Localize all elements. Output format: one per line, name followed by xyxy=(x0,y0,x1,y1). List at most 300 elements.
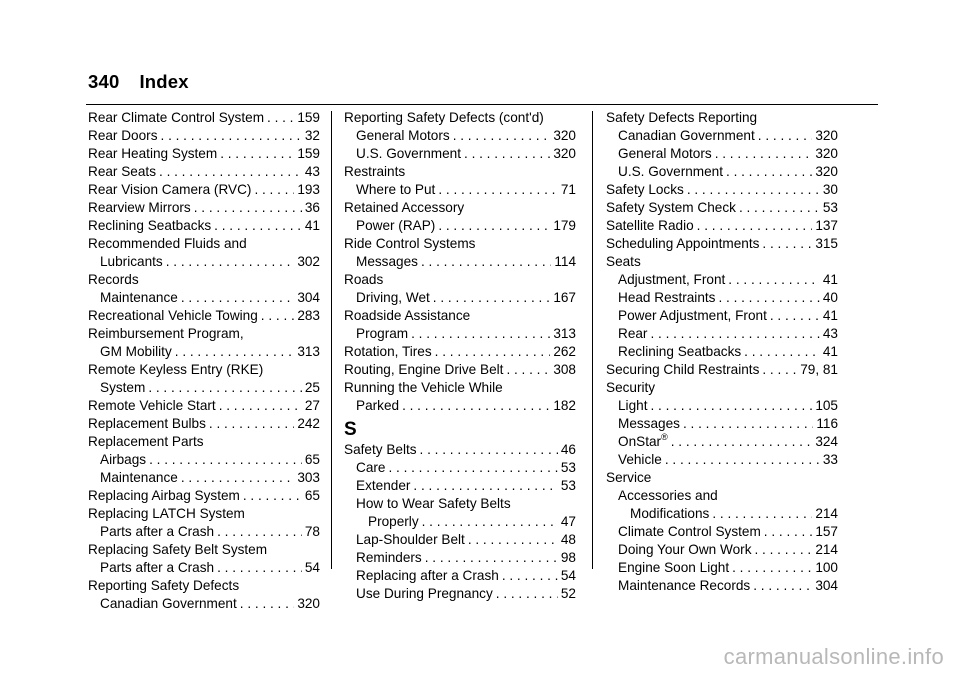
index-entry xyxy=(606,307,838,325)
index-entry xyxy=(606,163,838,181)
index-page-ref: 71 xyxy=(560,182,576,197)
index-heading: Security xyxy=(606,380,656,395)
index-page-ref: 65 xyxy=(304,488,320,503)
index-page-ref: 283 xyxy=(297,308,320,323)
dot-leader xyxy=(755,541,813,559)
index-entry-label: Maintenance xyxy=(100,470,178,485)
index-entry xyxy=(88,163,320,181)
index-entry-label: Power (RAP) xyxy=(356,218,436,233)
index-entry-label: Safety System Check xyxy=(606,200,736,215)
index-entry xyxy=(606,343,838,361)
index-entry-text xyxy=(356,549,422,567)
index-page-ref: 320 xyxy=(815,164,838,179)
index-page-ref: 324 xyxy=(815,434,838,449)
index-entry xyxy=(88,469,320,487)
index-entry xyxy=(88,415,320,433)
index-entry-label: Satellite Radio xyxy=(606,218,694,233)
index-heading: Remote Keyless Entry (RKE) xyxy=(88,362,264,377)
index-page-ref: 65 xyxy=(304,452,320,467)
index-entry-text xyxy=(356,145,461,163)
index-page-ref: 52 xyxy=(560,586,576,601)
index-entry-text xyxy=(618,325,647,343)
index-entry-label: Doing Your Own Work xyxy=(618,542,752,557)
page-header xyxy=(88,71,189,93)
index-page-ref: 25 xyxy=(304,380,320,395)
index-entry-text xyxy=(88,163,156,181)
dot-leader xyxy=(148,379,302,397)
dot-leader xyxy=(453,127,551,145)
index-entry-text xyxy=(618,289,715,307)
index-entry-text xyxy=(356,585,493,603)
index-entry-label: Replacing Airbag System xyxy=(88,488,240,503)
index-entry-label: Program xyxy=(356,326,409,341)
dot-leader xyxy=(496,585,558,603)
index-entry xyxy=(606,181,838,199)
index-entry-text xyxy=(368,513,419,531)
index-entry xyxy=(88,217,320,235)
dot-leader xyxy=(715,145,813,163)
dot-leader xyxy=(762,235,812,253)
dot-leader xyxy=(243,487,302,505)
index-entry-text xyxy=(606,217,694,235)
index-entry-label: General Motors xyxy=(618,146,712,161)
index-entry-label: Messages xyxy=(618,416,680,431)
index-entry xyxy=(606,433,838,451)
index-heading: Seats xyxy=(606,254,641,269)
dot-leader xyxy=(421,253,551,271)
index-entry-label: Reminders xyxy=(356,550,422,565)
dot-leader xyxy=(438,217,550,235)
index-entry-label: Securing Child Restraints xyxy=(606,362,760,377)
index-heading: Replacement Parts xyxy=(88,434,204,449)
index-entry xyxy=(88,145,320,163)
dot-leader xyxy=(718,289,819,307)
index-entry xyxy=(88,559,320,577)
index-entry xyxy=(88,379,320,397)
index-page-ref: 159 xyxy=(297,146,320,161)
index-page-ref: 41 xyxy=(822,308,838,323)
index-entry-text xyxy=(88,127,158,145)
index-page-ref: 114 xyxy=(554,254,576,269)
dot-leader xyxy=(161,127,302,145)
index-page-ref: 54 xyxy=(304,560,320,575)
dot-leader xyxy=(433,289,551,307)
index-page-ref: 40 xyxy=(822,290,838,305)
dot-leader xyxy=(468,531,558,549)
index-page-ref: 304 xyxy=(815,578,838,593)
index-entry-label: Parts after a Crash xyxy=(100,524,215,539)
index-heading: Running the Vehicle While xyxy=(344,380,503,395)
dot-leader xyxy=(181,289,294,307)
column-divider xyxy=(592,111,593,569)
index-page-ref: 193 xyxy=(297,182,320,197)
index-heading: Reporting Safety Defects xyxy=(88,578,240,593)
index-page-ref: 313 xyxy=(297,344,320,359)
dot-leader xyxy=(220,145,294,163)
index-page-ref: 320 xyxy=(553,128,576,143)
dot-leader xyxy=(175,343,295,361)
dot-leader xyxy=(217,523,302,541)
index-entry-text xyxy=(344,441,417,459)
index-page-ref: 32 xyxy=(304,128,320,143)
index-entry-text xyxy=(618,145,712,163)
index-entry-label: Canadian Government xyxy=(618,128,755,143)
page-title: Index xyxy=(139,71,189,92)
index-entry-text xyxy=(344,343,432,361)
index-entry-label: Light xyxy=(618,398,648,413)
index-entry xyxy=(344,477,576,495)
index-entry xyxy=(344,181,576,199)
index-entry-label: Engine Soon Light xyxy=(618,560,730,575)
dot-leader xyxy=(671,433,813,451)
index-heading: Recommended Fluids and xyxy=(88,236,247,251)
dot-leader xyxy=(402,397,550,415)
index-entry-text xyxy=(100,289,178,307)
index-entry-label: Safety Belts xyxy=(344,442,417,457)
index-heading: Reimbursement Program, xyxy=(88,326,244,341)
dot-leader xyxy=(149,451,302,469)
index-page-ref: 320 xyxy=(553,146,576,161)
index-entry xyxy=(606,199,838,217)
index-page-ref: 320 xyxy=(815,146,838,161)
index-entry xyxy=(344,145,576,163)
index-page-ref: 105 xyxy=(815,398,838,413)
index-page-ref: 46 xyxy=(560,442,576,457)
index-entry-text xyxy=(606,199,736,217)
index-entry-text xyxy=(630,505,709,523)
index-page-ref: 53 xyxy=(560,460,576,475)
index-entry-label: General Motors xyxy=(356,128,450,143)
index-entry-label: Scheduling Appointments xyxy=(606,236,760,251)
index-heading: Accessories and xyxy=(618,488,718,503)
page-number: 340 xyxy=(88,71,120,92)
dot-leader xyxy=(219,397,302,415)
index-heading: Replacing Safety Belt System xyxy=(88,542,268,557)
index-entry xyxy=(606,577,838,595)
dot-leader xyxy=(422,513,558,531)
index-entry-label: Remote Vehicle Start xyxy=(88,398,216,413)
index-entry xyxy=(606,541,838,559)
index-page-ref: 116 xyxy=(816,416,838,431)
index-column-1 xyxy=(88,109,320,613)
index-entry xyxy=(88,253,320,271)
index-entry-text xyxy=(100,379,145,397)
index-entry-label: Replacing after a Crash xyxy=(356,568,499,583)
index-heading: Roadside Assistance xyxy=(344,308,471,323)
dot-leader xyxy=(502,567,558,585)
index-entry-label: U.S. Government xyxy=(618,164,724,179)
index-entry-text xyxy=(618,343,741,361)
index-entry-label: Head Restraints xyxy=(618,290,716,305)
index-entry-label: OnStar xyxy=(618,434,662,449)
index-entry xyxy=(88,595,320,613)
watermark: carmanualsonline.info xyxy=(723,644,944,669)
index-entry xyxy=(344,585,576,603)
index-entry-text xyxy=(100,469,178,487)
dot-leader xyxy=(697,217,813,235)
index-page-ref: 79, 81 xyxy=(800,362,838,377)
index-entry-label: Driving, Wet xyxy=(356,290,430,305)
index-entry-label: Rear Vision Camera (RVC) xyxy=(88,182,252,197)
index-entry xyxy=(606,235,838,253)
index-entry-text xyxy=(356,181,435,199)
index-column-2 xyxy=(344,109,576,603)
index-entry-label: Extender xyxy=(356,478,411,493)
index-entry-label: System xyxy=(100,380,146,395)
dot-leader xyxy=(712,505,812,523)
index-entry xyxy=(344,459,576,477)
index-entry-text xyxy=(344,361,503,379)
index-page-ref: 43 xyxy=(304,164,320,179)
dot-leader xyxy=(726,163,812,181)
index-entry xyxy=(606,127,838,145)
index-entry xyxy=(88,487,320,505)
index-entry xyxy=(606,451,838,469)
dot-leader xyxy=(388,459,557,477)
dot-leader xyxy=(753,577,812,595)
index-page-ref: 41 xyxy=(822,272,838,287)
registered-mark: ® xyxy=(661,432,668,442)
dot-leader xyxy=(181,469,294,487)
index-entry-label: Vehicle xyxy=(618,452,662,467)
index-entry xyxy=(606,325,838,343)
index-page-ref: 320 xyxy=(297,596,320,611)
index-page-ref: 308 xyxy=(553,362,576,377)
index-entry-text xyxy=(100,559,214,577)
index-entry-text xyxy=(618,559,729,577)
index-heading: Restraints xyxy=(344,164,406,179)
dot-leader xyxy=(254,181,294,199)
index-entry-text xyxy=(618,127,755,145)
dot-leader xyxy=(744,343,820,361)
index-page-ref: 302 xyxy=(297,254,320,269)
index-page-ref: 53 xyxy=(560,478,576,493)
index-entry xyxy=(344,127,576,145)
dot-leader xyxy=(267,109,294,127)
index-column-3 xyxy=(606,109,838,595)
index-entry xyxy=(344,325,576,343)
index-page-ref: 313 xyxy=(553,326,576,341)
index-entry-text xyxy=(100,253,163,271)
index-heading: Safety Defects Reporting xyxy=(606,110,758,125)
index-entry-label: Properly xyxy=(368,514,419,529)
index-entry-text xyxy=(356,253,418,271)
index-entry-text xyxy=(618,397,647,415)
index-page-ref: 30 xyxy=(822,182,838,197)
index-entry-label: Messages xyxy=(356,254,418,269)
index-entry-text xyxy=(618,307,767,325)
dot-leader xyxy=(764,523,813,541)
index-entry-text xyxy=(100,343,172,361)
index-entry-label: Replacement Bulbs xyxy=(88,416,206,431)
dot-leader xyxy=(506,361,550,379)
index-entry-label: Rear Climate Control System xyxy=(88,110,265,125)
index-entry-text xyxy=(88,487,240,505)
index-entry-label: Rear Seats xyxy=(88,164,157,179)
index-entry-text xyxy=(606,235,759,253)
dot-leader xyxy=(687,181,820,199)
index-entry xyxy=(88,127,320,145)
index-entry-text xyxy=(618,433,668,451)
index-entry-text xyxy=(88,217,211,235)
index-entry xyxy=(88,343,320,361)
index-entry-label: Reclining Seatbacks xyxy=(88,218,212,233)
index-page-ref: 303 xyxy=(297,470,320,485)
index-heading: How to Wear Safety Belts xyxy=(356,496,511,511)
index-entry xyxy=(606,559,838,577)
index-entry xyxy=(344,343,576,361)
index-entry xyxy=(606,145,838,163)
index-page-ref: 100 xyxy=(815,560,838,575)
dot-leader xyxy=(240,595,295,613)
index-entry xyxy=(606,523,838,541)
dot-leader xyxy=(420,441,558,459)
dot-leader xyxy=(770,307,820,325)
index-page-ref: 36 xyxy=(304,200,320,215)
index-entry-label: GM Mobility xyxy=(100,344,172,359)
dot-leader xyxy=(425,549,558,567)
index-page-ref: 242 xyxy=(297,416,320,431)
index-entry-text xyxy=(88,109,264,127)
index-page-ref: 182 xyxy=(553,398,576,413)
dot-leader xyxy=(650,325,819,343)
index-entry-text xyxy=(356,477,410,495)
index-entry xyxy=(344,567,576,585)
dot-leader xyxy=(665,451,820,469)
index-entry-label: Power Adjustment, Front xyxy=(618,308,767,323)
index-entry-text xyxy=(88,415,206,433)
index-entry xyxy=(344,217,576,235)
index-page-ref: 214 xyxy=(815,542,838,557)
index-page-ref: 214 xyxy=(815,506,838,521)
index-entry-text xyxy=(356,531,465,549)
index-entry-label: Airbags xyxy=(100,452,147,467)
dot-leader xyxy=(217,559,302,577)
index-entry-text xyxy=(618,523,761,541)
index-heading: Ride Control Systems xyxy=(344,236,476,251)
index-entry-text xyxy=(356,217,435,235)
dot-leader xyxy=(438,181,558,199)
index-entry-text xyxy=(356,459,385,477)
index-page-ref: 53 xyxy=(822,200,838,215)
index-entry-label: Climate Control System xyxy=(618,524,761,539)
index-entry xyxy=(344,513,576,531)
index-entry-text xyxy=(618,541,752,559)
index-entry xyxy=(88,523,320,541)
dot-leader xyxy=(166,253,295,271)
dot-leader xyxy=(732,559,812,577)
index-entry-text xyxy=(618,577,750,595)
index-entry-text xyxy=(100,595,237,613)
index-entry-text xyxy=(606,181,684,199)
index-entry-label: Modifications xyxy=(630,506,710,521)
index-page-ref: 47 xyxy=(560,514,576,529)
dot-leader xyxy=(194,199,302,217)
index-entry xyxy=(606,217,838,235)
index-entry xyxy=(344,397,576,415)
index-entry-label: Rear xyxy=(618,326,648,341)
dot-leader xyxy=(411,325,550,343)
dot-leader xyxy=(464,145,550,163)
index-entry xyxy=(88,397,320,415)
section-letter: S xyxy=(344,419,357,440)
dot-leader xyxy=(758,127,813,145)
dot-leader xyxy=(650,397,812,415)
column-divider xyxy=(331,111,332,569)
index-entry-label: Rear Heating System xyxy=(88,146,218,161)
index-entry xyxy=(344,289,576,307)
index-entry-label: Rear Doors xyxy=(88,128,158,143)
index-entry xyxy=(88,451,320,469)
index-entry xyxy=(88,289,320,307)
index-entry xyxy=(88,307,320,325)
index-entry-label: Adjustment, Front xyxy=(618,272,726,287)
index-entry-label: Care xyxy=(356,460,386,475)
index-page-ref: 179 xyxy=(553,218,576,233)
index-entry xyxy=(88,181,320,199)
index-entry xyxy=(88,109,320,127)
index-entry-label: U.S. Government xyxy=(356,146,462,161)
index-entry-text xyxy=(88,307,258,325)
index-page-ref: 33 xyxy=(822,452,838,467)
index-entry-label: Maintenance xyxy=(100,290,178,305)
index-entry xyxy=(344,549,576,567)
index-page-ref: 320 xyxy=(815,128,838,143)
index-heading: Retained Accessory xyxy=(344,200,465,215)
index-entry-label: Safety Locks xyxy=(606,182,684,197)
index-page-ref: 27 xyxy=(304,398,320,413)
index-page-ref: 167 xyxy=(553,290,576,305)
index-page-ref: 98 xyxy=(560,550,576,565)
index-page-ref: 262 xyxy=(553,344,576,359)
dot-leader xyxy=(159,163,302,181)
dot-leader xyxy=(728,271,820,289)
index-heading: Roads xyxy=(344,272,384,287)
index-entry-text xyxy=(88,181,251,199)
index-entry-text xyxy=(356,325,408,343)
index-entry xyxy=(606,415,838,433)
index-entry-label: Lubricants xyxy=(100,254,163,269)
index-entry xyxy=(606,271,838,289)
dot-leader xyxy=(739,199,820,217)
index-entry xyxy=(344,441,576,459)
index-entry-text xyxy=(356,397,399,415)
index-page-ref: 78 xyxy=(304,524,320,539)
index-entry-label: Parts after a Crash xyxy=(100,560,215,575)
dot-leader xyxy=(413,477,557,495)
index-page-ref: 43 xyxy=(822,326,838,341)
header-rule xyxy=(86,104,878,105)
index-page-ref: 41 xyxy=(822,344,838,359)
index-entry-label: Where to Put xyxy=(356,182,436,197)
index-entry-text xyxy=(88,145,217,163)
index-entry-label: Rearview Mirrors xyxy=(88,200,191,215)
index-page-ref: 137 xyxy=(815,218,838,233)
index-entry-text xyxy=(618,163,723,181)
dot-leader xyxy=(435,343,551,361)
index-entry-text xyxy=(100,523,214,541)
index-page-ref: 54 xyxy=(560,568,576,583)
index-entry-text xyxy=(356,127,450,145)
index-entry-label: Recreational Vehicle Towing xyxy=(88,308,258,323)
index-entry-label: Maintenance Records xyxy=(618,578,751,593)
index-entry xyxy=(344,361,576,379)
dot-leader xyxy=(261,307,295,325)
index-entry xyxy=(344,531,576,549)
index-page-ref: 159 xyxy=(297,110,320,125)
index-entry-text xyxy=(618,271,725,289)
index-entry-text xyxy=(88,199,191,217)
